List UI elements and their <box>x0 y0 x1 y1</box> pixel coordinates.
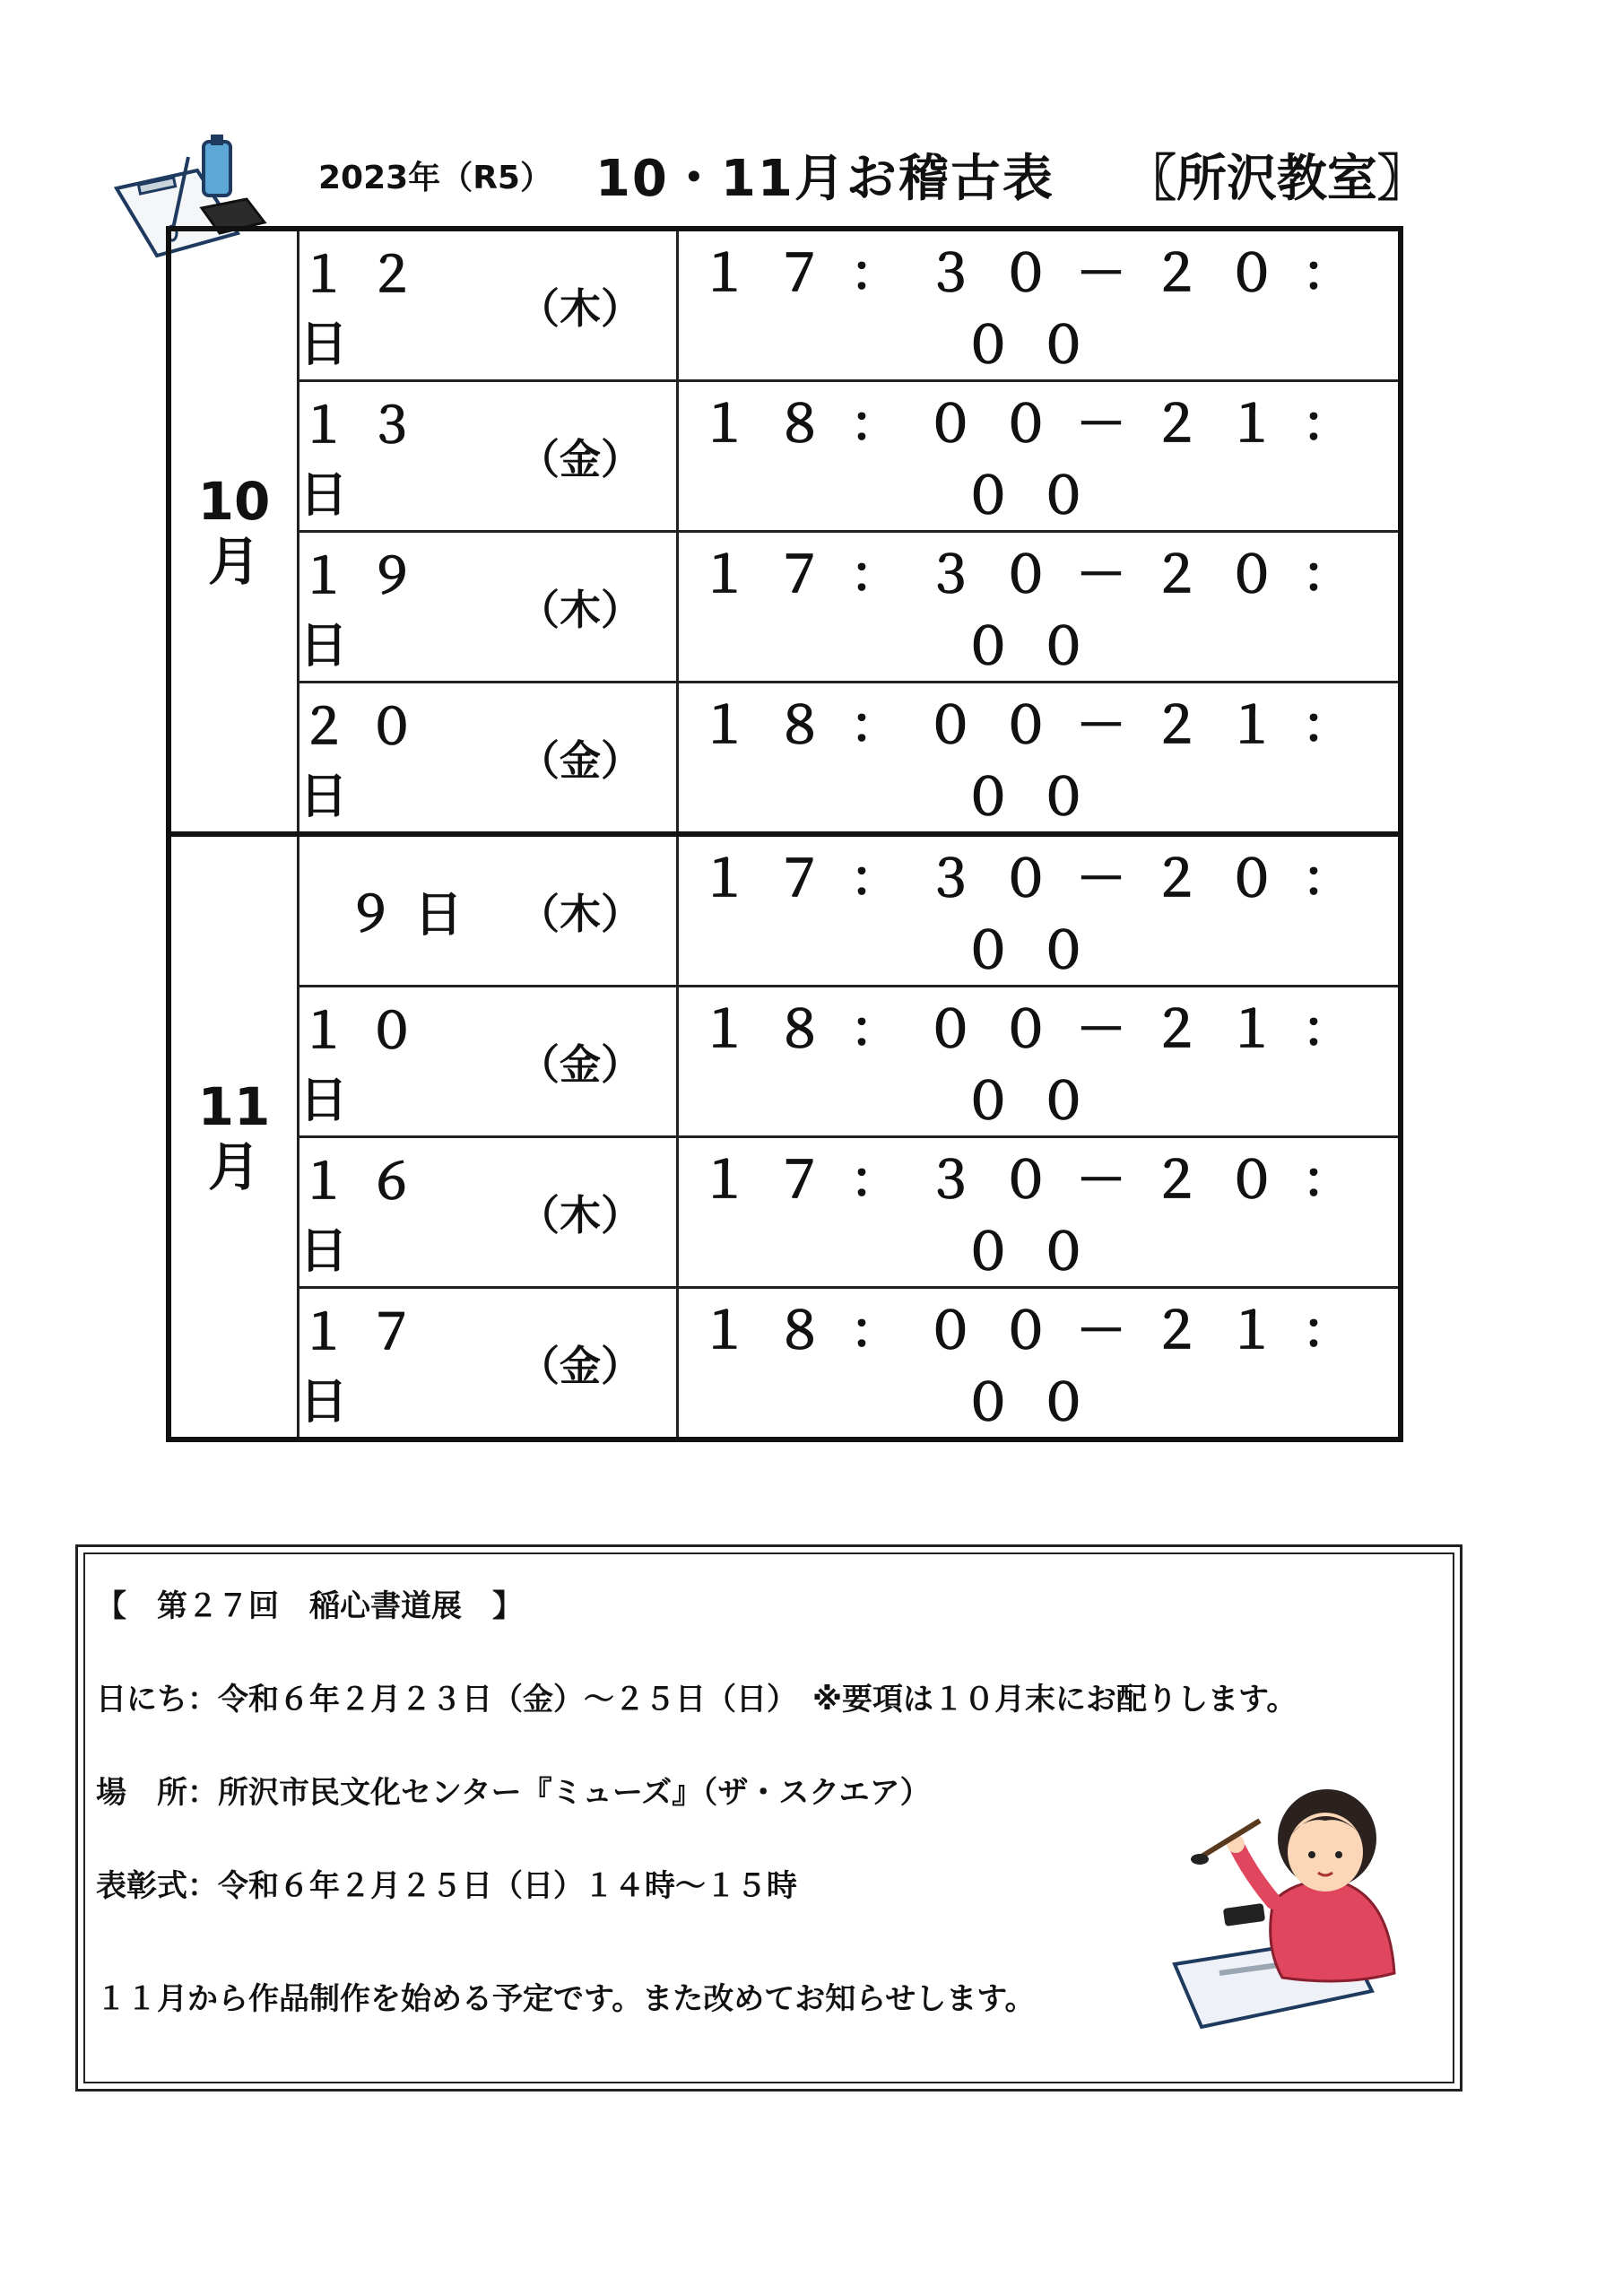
page-title: 10・11月お稽古表 <box>595 150 1055 208</box>
day-cell <box>299 229 678 381</box>
notice-title: 【 第２７回 稲心書道展 】 <box>96 1588 523 1624</box>
month-unit: 月 <box>207 530 260 592</box>
day-cell <box>299 987 678 1137</box>
calligraphy-girl-illustration <box>1166 1767 1426 2036</box>
month-cell-october <box>169 229 299 834</box>
notice-note: １１月から作品制作を始める予定です。また改めてお知らせします。 <box>96 1981 1036 2017</box>
table-row <box>169 1137 1401 1288</box>
day-number: １０日 <box>299 1002 436 1128</box>
weekday: （木） <box>518 889 642 938</box>
month-cell-november <box>169 834 299 1439</box>
day-cell <box>299 1137 678 1288</box>
table-row <box>169 381 1401 532</box>
table-row <box>169 229 1401 381</box>
weekday: （金） <box>518 735 642 785</box>
time-range: １８：００－２１：００ <box>678 987 1402 1137</box>
day-number: １３日 <box>299 396 436 523</box>
month-unit: 月 <box>207 1135 260 1197</box>
day-number: １９日 <box>299 547 436 674</box>
weekday: （木） <box>518 283 642 333</box>
table-row <box>169 683 1401 835</box>
day-cell <box>299 532 678 683</box>
day-cell <box>299 683 678 835</box>
day-cell <box>299 1288 678 1440</box>
day-number: ２０日 <box>299 698 436 824</box>
table-row <box>169 987 1401 1137</box>
notice-venue: 場 所：所沢市民文化センター『ミューズ』（ザ・スクエア） <box>96 1775 931 1811</box>
lesson-schedule-table <box>166 226 1403 1442</box>
day-number: ９日 <box>346 886 482 943</box>
time-range: １７：３０－２０：００ <box>678 834 1402 987</box>
table-row <box>169 1288 1401 1440</box>
weekday: （木） <box>518 1190 642 1239</box>
time-range: １７：３０－２０：００ <box>678 229 1402 381</box>
weekday: （金） <box>518 1341 642 1390</box>
day-number: １６日 <box>299 1152 436 1279</box>
classroom-name: 〖所沢教室〗 <box>1125 150 1428 208</box>
day-number: １２日 <box>299 246 436 372</box>
time-range: １８：００－２１：００ <box>678 1288 1402 1440</box>
year-label: 2023年（R5） <box>318 159 552 196</box>
time-range: １８：００－２１：００ <box>678 381 1402 532</box>
weekday: （木） <box>518 585 642 634</box>
notice-ceremony: 表彰式：令和６年２月２５日（日）１４時～１５時 <box>96 1868 797 1904</box>
day-number: １７日 <box>299 1303 436 1430</box>
time-range: １７：３０－２０：００ <box>678 1137 1402 1288</box>
page-header <box>318 135 1428 215</box>
weekday: （金） <box>518 1039 642 1089</box>
notice-date: 日にち：令和６年２月２３日（金）～２５日（日） ※要項は１０月末にお配りします。 <box>96 1682 1298 1718</box>
time-range: １８：００－２１：００ <box>678 683 1402 835</box>
month-number: 11 <box>197 1075 271 1137</box>
day-cell <box>299 381 678 532</box>
month-number: 10 <box>197 470 271 532</box>
time-range: １７：３０－２０：００ <box>678 532 1402 683</box>
weekday: （金） <box>518 434 642 483</box>
table-row <box>169 532 1401 683</box>
day-cell <box>299 834 678 987</box>
table-row <box>169 834 1401 987</box>
